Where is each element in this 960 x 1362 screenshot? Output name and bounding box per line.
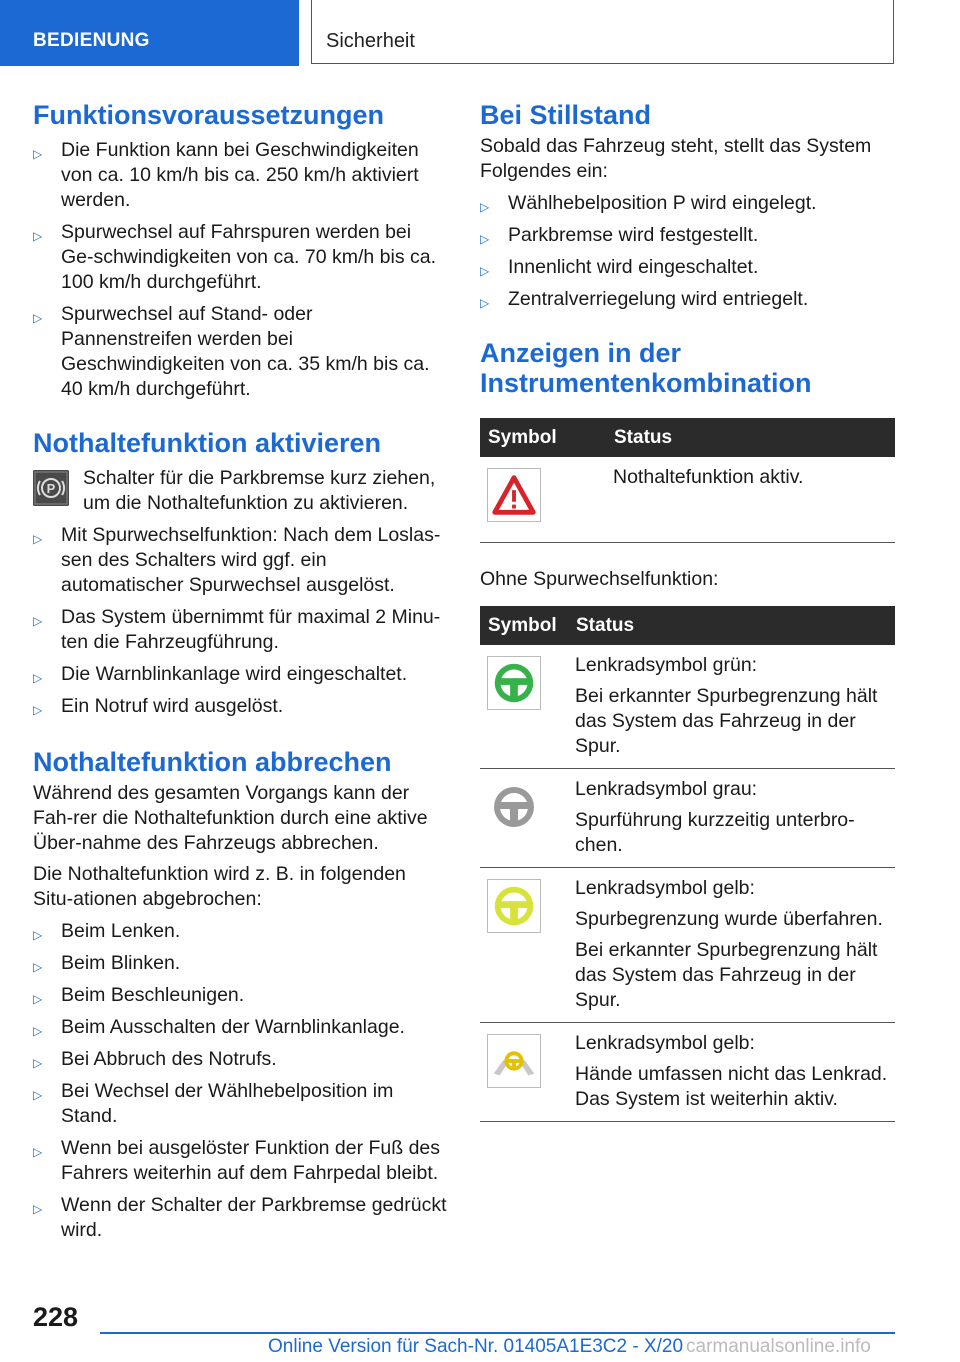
list-item: ▷ Das System übernimmt für maximal 2 Minu-ten die Fahrzeugführung. <box>33 606 441 653</box>
heading-bei-stillstand: Bei Stillstand <box>480 100 652 130</box>
bullet-triangle-icon: ▷ <box>33 703 43 717</box>
chapter-box <box>311 0 894 64</box>
list-abort-situations <box>33 919 449 1243</box>
status-table-lane <box>480 606 895 1122</box>
bullet-triangle-icon: ▷ <box>33 1056 43 1070</box>
list-item: ▷ Beim Lenken. <box>33 919 449 944</box>
list-item: ▷ Wählhebelposition P wird eingelegt. <box>480 191 895 216</box>
footer-divider <box>100 1332 895 1334</box>
list-item: ▷ Mit Spurwechselfunktion: Nach dem Loslas-sen des Schalters wird ggf. ein automatischer Spurwechsel ausgelöst. <box>33 524 441 596</box>
bullet-triangle-icon: ▷ <box>33 928 43 942</box>
bullet-triangle-icon: ▷ <box>33 311 43 325</box>
table-row <box>480 868 895 1023</box>
online-version-note: Online Version für Sach-Nr. 01405A1E3C2 - X/20 <box>268 1336 684 1357</box>
status-text: Lenkradsymbol gelb: <box>575 1032 755 1054</box>
bullet-triangle-icon: ▷ <box>480 232 490 246</box>
list-item: ▷ Beim Ausschalten der Warnblinkanlage. <box>33 1015 449 1040</box>
table-row <box>480 769 895 868</box>
list-item: ▷ Die Funktion kann bei Geschwindigkeiten von ca. 10 km/h bis ca. 250 km/h aktiviert werden. <box>33 139 419 211</box>
warning-triangle-icon <box>487 468 541 522</box>
list-item: ▷ Parkbremse wird festgestellt. <box>480 223 895 248</box>
heading-anzeigen-instrumentenkombination: Anzeigen in der Instrumentenkombination <box>480 338 812 398</box>
bullet-triangle-icon: ▷ <box>33 532 43 546</box>
section-tab <box>0 0 299 66</box>
list-item: ▷ Beim Beschleunigen. <box>33 983 449 1008</box>
chapter-label: Sicherheit <box>326 30 415 52</box>
table-row <box>480 645 895 769</box>
bullet-triangle-icon: ▷ <box>480 296 490 310</box>
list-item: ▷ Die Warnblinkanlage wird eingeschaltet. <box>33 662 449 687</box>
steering-wheel-green-icon <box>487 656 541 710</box>
bullet-triangle-icon: ▷ <box>33 1202 43 1216</box>
list-standstill <box>480 191 895 312</box>
bullet-triangle-icon: ▷ <box>33 229 43 243</box>
bullet-triangle-icon: ▷ <box>33 1024 43 1038</box>
heading-nothaltefunktion-abbrechen: Nothaltefunktion abbrechen <box>33 747 392 777</box>
bullet-triangle-icon: ▷ <box>480 264 490 278</box>
col-symbol: Symbol <box>480 418 606 457</box>
status-text: Lenkradsymbol grün: <box>575 654 758 676</box>
status-text: Bei erkannter Spurbegrenzung hält das System das Fahrzeug in der Spur. <box>575 939 878 1011</box>
bullet-triangle-icon: ▷ <box>33 960 43 974</box>
col-status: Status <box>568 606 895 645</box>
status-text: Nothaltefunktion aktiv. <box>613 466 804 488</box>
bullet-triangle-icon: ▷ <box>33 614 43 628</box>
left-column <box>33 100 449 1243</box>
list-requirements <box>33 138 449 402</box>
status-text: Lenkradsymbol gelb: <box>575 877 755 899</box>
status-text: Spurführung kurzzeitig unterbro-chen. <box>575 809 855 856</box>
paragraph: Sobald das Fahrzeug steht, stellt das System Folgendes ein: <box>480 135 872 182</box>
list-item: ▷ Beim Blinken. <box>33 951 449 976</box>
paragraph: Während des gesamten Vorgangs kann der Fah-rer die Nothaltefunktion durch eine aktive Über-nahme des Fahrzeugs abbrechen. <box>33 782 428 854</box>
instruction-text: Schalter für die Parkbremse kurz ziehen, um die Nothaltefunktion zu aktivieren. <box>83 467 436 514</box>
section-label: BEDIENUNG <box>33 30 150 51</box>
table-header-row <box>480 606 895 645</box>
watermark: carmanualsonline.info <box>686 1336 871 1357</box>
steering-wheel-grey-icon <box>487 780 541 834</box>
bullet-triangle-icon: ▷ <box>33 147 43 161</box>
list-item: ▷ Ein Notruf wird ausgelöst. <box>33 694 449 719</box>
col-status: Status <box>606 418 895 457</box>
steering-wheel-yellow-icon <box>487 879 541 933</box>
list-item: ▷ Wenn bei ausgelöster Funktion der Fuß des Fahrers weiterhin auf dem Fahrpedal bleibt. <box>33 1137 441 1184</box>
list-item: ▷ Wenn der Schalter der Parkbremse gedrückt wird. <box>33 1194 447 1241</box>
status-table-nothalt <box>480 418 895 543</box>
list-item: ▷ Spurwechsel auf Fahrspuren werden bei Ge-schwindigkeiten von ca. 70 km/h bis ca. 100 km/h durchgeführt. <box>33 221 437 293</box>
parking-brake-instruction <box>33 466 449 516</box>
bullet-triangle-icon: ▷ <box>33 1088 43 1102</box>
list-item: ▷ Innenlicht wird eingeschaltet. <box>480 255 895 280</box>
right-column <box>480 100 895 1122</box>
heading-nothaltefunktion-aktivieren: Nothaltefunktion aktivieren <box>33 428 382 458</box>
steering-wheel-hands-icon <box>487 1034 541 1088</box>
list-item: ▷ Spurwechsel auf Stand- oder Pannenstreifen werden bei Geschwindigkeiten von ca. 35 km/h bis ca. 40 km/h durchgeführt. <box>33 303 430 400</box>
table-row <box>480 457 895 543</box>
list-activation <box>33 523 449 719</box>
status-text: Lenkradsymbol grau: <box>575 778 758 800</box>
svg-text:P: P <box>46 481 56 496</box>
status-text: Spurbegrenzung wurde überfahren. <box>575 908 883 930</box>
list-item: ▷ Bei Wechsel der Wählhebelposition im Stand. <box>33 1080 394 1127</box>
list-item: ▷ Bei Abbruch des Notrufs. <box>33 1047 449 1072</box>
bullet-triangle-icon: ▷ <box>33 671 43 685</box>
col-symbol: Symbol <box>480 606 568 645</box>
paragraph: Ohne Spurwechselfunktion: <box>480 568 719 590</box>
table-row <box>480 1023 895 1122</box>
page-number: 228 <box>33 1302 79 1332</box>
bullet-triangle-icon: ▷ <box>33 992 43 1006</box>
paragraph: Die Nothaltefunktion wird z. B. in folgenden Situ-ationen abgebrochen: <box>33 863 406 910</box>
bullet-triangle-icon: ▷ <box>33 1145 43 1159</box>
status-text: Bei erkannter Spurbegrenzung hält das System das Fahrzeug in der Spur. <box>575 685 878 757</box>
table-header-row <box>480 418 895 457</box>
list-item: ▷ Zentralverriegelung wird entriegelt. <box>480 287 895 312</box>
bullet-triangle-icon: ▷ <box>480 200 490 214</box>
status-text: Hände umfassen nicht das Lenkrad. Das System ist weiterhin aktiv. <box>575 1063 888 1110</box>
parking-brake-switch-icon <box>33 470 69 506</box>
heading-funktionsvoraussetzungen: Funktionsvoraussetzungen <box>33 100 385 130</box>
